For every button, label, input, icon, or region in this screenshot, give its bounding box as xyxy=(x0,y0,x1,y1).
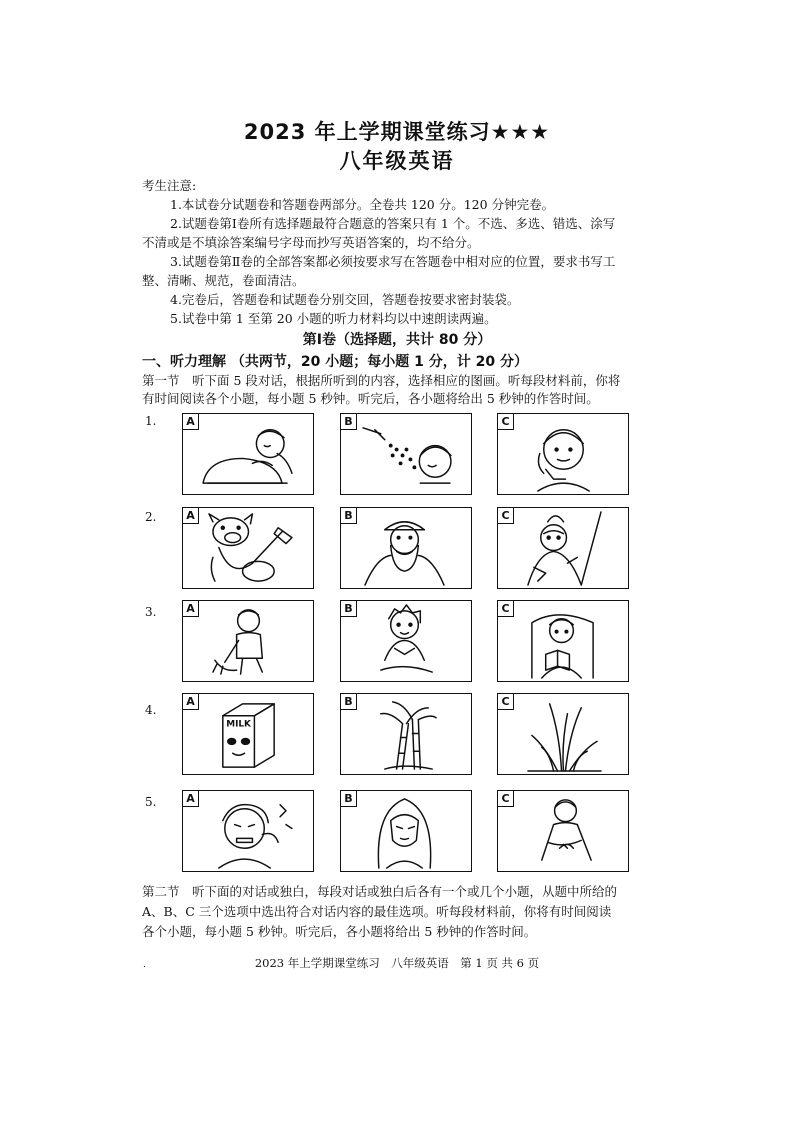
phone-girl-icon xyxy=(498,414,627,493)
milk-carton-icon xyxy=(183,694,312,773)
option-label: B xyxy=(340,790,357,807)
grass-icon xyxy=(498,694,627,773)
milk-text: MILK xyxy=(226,719,251,730)
instruction-line: 各个小题，每小题 5 秒钟。听完后，各小题将给出 5 秒钟的作答时间。 xyxy=(142,924,537,939)
part-title: 一、听力理解 （共两节，20 小题；每小题 1 分，计 20 分） xyxy=(142,354,528,370)
option-box[interactable] xyxy=(497,507,629,589)
toothache-person-icon xyxy=(183,791,312,870)
option-label: A xyxy=(182,413,199,430)
exam-title: 2023 年上学期课堂练习★★★ xyxy=(243,120,551,144)
option-box[interactable] xyxy=(340,600,472,682)
option-box[interactable] xyxy=(497,600,629,682)
instruction-line: 有时间阅读各个小题，每小题 5 秒钟。听完后，各小题将给出 5 秒钟的作答时间。 xyxy=(142,391,599,406)
question-number: 4. xyxy=(145,703,157,717)
option-box[interactable] xyxy=(340,790,472,872)
option-box[interactable] xyxy=(182,507,314,589)
notice-item: 4.完卷后，答题卷和试题卷分别交回，答题卷按要求密封装袋。 xyxy=(170,292,520,307)
notice-item: 5.试卷中第 1 至第 20 小题的听力材料均以中速朗读两遍。 xyxy=(170,311,497,326)
sleeping-person-icon xyxy=(183,414,312,493)
boy-reading-icon xyxy=(498,601,627,680)
footer-mark: . xyxy=(143,960,146,970)
option-label: A xyxy=(182,790,199,807)
question-number: 2. xyxy=(145,510,157,524)
tired-woman-icon xyxy=(341,791,470,870)
notice-item: 2.试题卷第Ⅰ卷所有选择题最符合题意的答案只有 1 个。不选、多选、错选、涂写 xyxy=(170,216,616,231)
shower-person-icon xyxy=(341,414,470,493)
section-title: 第Ⅰ卷（选择题，共计 80 分） xyxy=(302,332,492,348)
pig-character-icon xyxy=(183,508,312,587)
option-box[interactable] xyxy=(497,790,629,872)
instruction-line: 第二节 听下面的对话或独白，每段对话或独白后各有一个或几个小题，从题中所给的 xyxy=(142,884,618,899)
option-box[interactable] xyxy=(497,693,629,775)
page-footer: 2023 年上学期课堂练习 八年级英语 第 1 页 共 6 页 xyxy=(254,956,540,970)
option-label: C xyxy=(497,600,514,617)
option-box[interactable] xyxy=(182,693,314,775)
exam-subtitle: 八年级英语 xyxy=(339,149,455,173)
option-box[interactable] xyxy=(182,790,314,872)
option-box[interactable] xyxy=(340,693,472,775)
question-number: 1. xyxy=(145,414,157,428)
option-label: C xyxy=(497,790,514,807)
notice-item: 1.本试卷分试题卷和答题卷两部分。全卷共 120 分。120 分钟完卷。 xyxy=(170,197,555,212)
notice-item: 3.试题卷第Ⅱ卷的全部答案都必须按要求写在答题卷中相对应的位置，要求书写工 xyxy=(170,254,616,269)
option-label: B xyxy=(340,413,357,430)
option-label: B xyxy=(340,600,357,617)
notice-heading: 考生注意: xyxy=(142,178,197,193)
option-label: A xyxy=(182,693,199,710)
question-number: 3. xyxy=(145,605,157,619)
bamboo-icon xyxy=(341,694,470,773)
stomachache-person-icon xyxy=(498,791,627,870)
boy-eating-icon xyxy=(341,601,470,680)
option-label: C xyxy=(497,507,514,524)
option-box[interactable] xyxy=(340,413,472,495)
option-box[interactable] xyxy=(340,507,472,589)
option-label: B xyxy=(340,507,357,524)
question-number: 5. xyxy=(145,795,157,809)
instruction-line: A、B、C 三个选项中选出符合对话内容的最佳选项。听每段材料前，你将有时间阅读 xyxy=(142,904,612,919)
notice-item: 不清或是不填涂答案编号字母而抄写英语答案的，均不给分。 xyxy=(142,235,480,250)
option-box[interactable] xyxy=(182,413,314,495)
notice-item: 整、清晰、规范，卷面清洁。 xyxy=(142,273,305,288)
option-label: C xyxy=(497,693,514,710)
option-box[interactable] xyxy=(497,413,629,495)
boy-sweeping-icon xyxy=(183,601,312,680)
option-box[interactable] xyxy=(182,600,314,682)
option-label: A xyxy=(182,600,199,617)
option-label: C xyxy=(497,413,514,430)
instruction-line: 第一节 听下面 5 段对话，根据所听到的内容，选择相应的图画。听每段材料前，你将 xyxy=(142,373,621,388)
option-label: A xyxy=(182,507,199,524)
bearded-monk-icon xyxy=(341,508,470,587)
option-label: B xyxy=(340,693,357,710)
monkey-king-icon xyxy=(498,508,627,587)
